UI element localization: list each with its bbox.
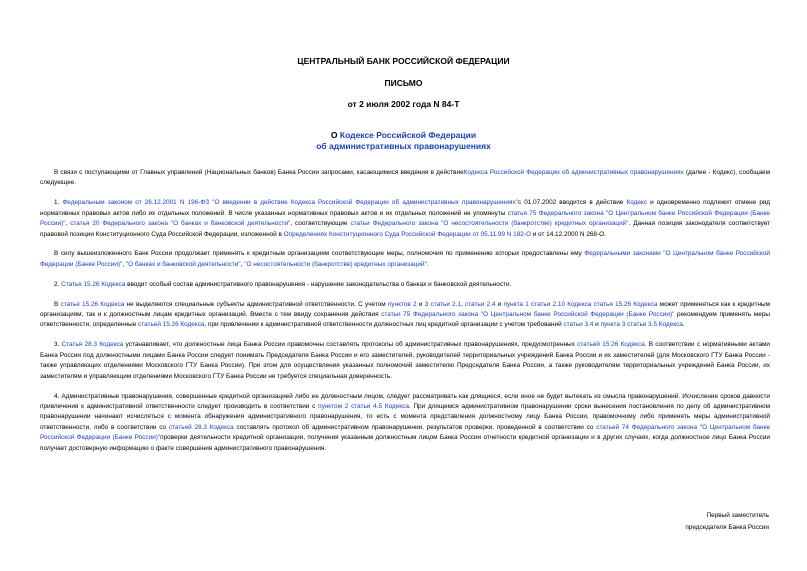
link-insolvency-law[interactable]: "О несостоятельности (банкротстве) кредитных организаций" [244,260,427,268]
signatory-title-line1: Первый заместитель [706,512,769,519]
text-run: рекомендуем применять меры ответственности, определенные [40,311,770,329]
text-run: (далее - Кодекс), сообщаем следующее. [40,169,770,187]
text-run: и одновременно подлежит отмене ряд нормативных правовых актов либо их отдельных положений. В числе указанных нормативных правовых актов и их отдельных положений не упомянуты [40,199,770,217]
subject-prefix: О [330,130,340,140]
text-run: проверки деятельности кредитной организации, получения указанным должностным лицом Банка России отчетности кредитной организации и в других случаях, когда должностное лицо Банка России получает достоверную информацию о факте совершения административного правонарушения. [40,434,770,452]
link-article-74-cb-law[interactable]: статьей 74 Федерального закона "О Центральном банке Российской Федерации (Банке России)" [40,423,770,442]
text-run: 4. Административные правонарушения, совершенные кредитной организацией либо ее должностным лицом, следует рассматривать как длящиеся, если иное не будет вытекать из смысла правонарушений. Исчисление сроков давности привлечения к административной ответственности следует производить в соответствии с [40,392,770,410]
link-article-75-cb-law[interactable]: статья 75 Федерального закона "О Центральном банке Российской Федерации (Банке России)" [40,209,770,228]
link-points-2[interactable]: пунктов 2 [387,300,417,308]
text-run: и от 14.12.2000 N 268-О. [530,230,606,238]
text-run: 1. [54,199,63,207]
link-federal-law-196[interactable]: Федеральным законом от 26.12.2001 N 196-ФЗ "О введении в действие Кодекса Российской Федерации об административных правонарушениях" [62,199,518,207]
issuer-heading: ЦЕНТРАЛЬНЫЙ БАНК РОССИЙСКОЙ ФЕДЕРАЦИИ [297,56,510,66]
document-type: ПИСЬМО [384,78,423,88]
link-banks-law[interactable]: "О банках и банковской деятельности" [125,260,241,268]
document-subject [0,130,807,152]
link-constitutional-court-rulings[interactable]: Определениях Конституционного Суда Российской Федерации от 05.11.99 N 182-О [283,230,531,238]
subject-link-code[interactable]: Кодексе Российской Федерации [339,130,477,140]
link-article-2-10[interactable]: пункта 1 статьи 2.10 Кодекса [503,300,592,308]
text-run: устанавливает, что должностные лица Банка России правомочны составлять протоколы об административных правонарушениях, предусмотренных [123,341,578,349]
paragraph-continuation [40,249,770,270]
text-run: и [593,321,601,329]
link-article-15-26[interactable]: статья 15.26 Кодекса [593,300,658,308]
text-run: В [54,300,61,308]
text-run: . В соответствии с нормативными актами Банка России под должностными лицами Банка России следует понимать Председателя Банка России и его заместителей, руководителей территориальных учреждений Банка России и их заместителей (для Московского ГТУ Банка России - также управляющих отделениями Московского ГТУ Банка России). При этом для осуществления указанных полномочий заместителю Председателя Банка России, а также руководителям территориальных учреждений Банка России, их заместителям и управляющим отделениями Московского ГТУ Банка России не требуется специальная доверенность. [40,341,770,380]
text-run: и [495,300,504,308]
link-code[interactable]: Кодекс [626,199,647,207]
text-run: 3. [54,341,62,349]
text-run: . Данная позиция законодателя соответствует правовой позиции Конституционного Суда Российской Федерации, изложенной в [40,220,770,238]
link-article-15-26[interactable]: статьей 15.26 Кодекса [138,321,205,329]
signatory-title-line2: председателя Банка России [685,524,769,531]
link-article-2-4[interactable]: статьи 2.4 [464,300,496,308]
paragraph-4 [40,392,770,454]
link-code-offenses[interactable]: Кодекса Российской Федерации об административных правонарушениях [463,169,684,176]
link-article-15-26[interactable]: статьей 15.26 Кодекса [577,341,645,349]
text-run: не выделяются специальные субъекты административной ответственности. С учетом [124,300,388,308]
text-run: В силу вышеизложенного Банк России продолжает применять к кредитным организациям соответствующие меры, полномочия по применению которых предоставлены ему [54,250,585,258]
link-article-4-5[interactable]: пунктом 2 статьи 4.5 Кодекса [318,402,409,410]
link-article-3-4[interactable]: статьи 3.4 [563,321,594,329]
link-article-28-3[interactable]: Статья 28.3 Кодекса [61,341,124,349]
link-cb-law[interactable]: Федеральными законами "О Центральном банке Российской Федерации (Банке России)" [40,250,770,268]
subject-link-offenses[interactable]: об административных правонарушениях [316,141,491,151]
text-run: , при привлечении к административной ответственности должностных лиц кредитной организации с учетом требований [204,321,564,329]
paragraph-2b [40,300,770,331]
link-article-15-26[interactable]: статье 15.26 Кодекса [60,300,125,308]
text-run: , [65,220,71,228]
paragraph-intro [40,168,770,189]
paragraph-1 [40,198,770,240]
text-run: , [460,300,465,308]
link-article-3-5[interactable]: пункта 3 статьи 3.5 Кодекса [600,321,683,329]
paragraph-3 [40,340,770,382]
text-run: . При длящемся административном правонарушении сроки вынесения постановления по делу об административном правонарушении начинают исчисляться с момента обнаружения административного правонарушения, то есть с момента представления должностному лицу Банка России, правомочному либо применять меры административной ответственности, либо в соответствии со [40,402,770,431]
link-article-75-cb-law[interactable]: статьи 75 Федерального закона "О Центральном банке Российской Федерации (Банке России)" [381,311,675,319]
text-run: , [122,260,126,268]
text-run: может применяться как к кредитным организациям, так и к должностным лицам кредитных организаций. Вместе с тем ввиду сохранения действия [40,300,771,319]
text-run: вводит особый состав административного правонарушения - нарушение законодательства о банках и банковской деятельности. [125,280,512,288]
text-run: составлять протокол об административном правонарушении, результатов проверки, проведенной в соответствии со [233,423,597,431]
link-article-20-banks-law[interactable]: статья 20 Федерального закона "О банках и банковской деятельности" [70,220,291,228]
text-run: и [416,300,425,308]
paragraph-2 [40,280,770,290]
text-run: . [426,260,429,268]
link-article-28-3[interactable]: статьей 28.3 Кодекса [168,423,234,431]
text-run: , [240,260,245,268]
signature-block [685,510,769,534]
text-run: . [682,321,685,329]
link-article-15-26[interactable]: Статья 15.26 Кодекса [61,280,126,288]
text-run: , соответствующие [290,220,351,228]
link-insolvency-law-articles[interactable]: статьи Федерального закона "О несостоятельности (банкротстве) кредитных организаций" [350,220,629,228]
text-run: 2. [54,280,62,288]
text-run: В связи с поступающими от Главных управлений (Национальных банков) Банка России запросами, касающимися введения в действие [54,169,464,176]
text-run: с 01.07.2002 вводится в действие [517,199,627,207]
document-date-number: от 2 июля 2002 года N 84-Т [347,99,460,109]
letter-body [40,168,770,463]
link-article-2-1[interactable]: 3 статьи 2.1 [424,300,461,308]
